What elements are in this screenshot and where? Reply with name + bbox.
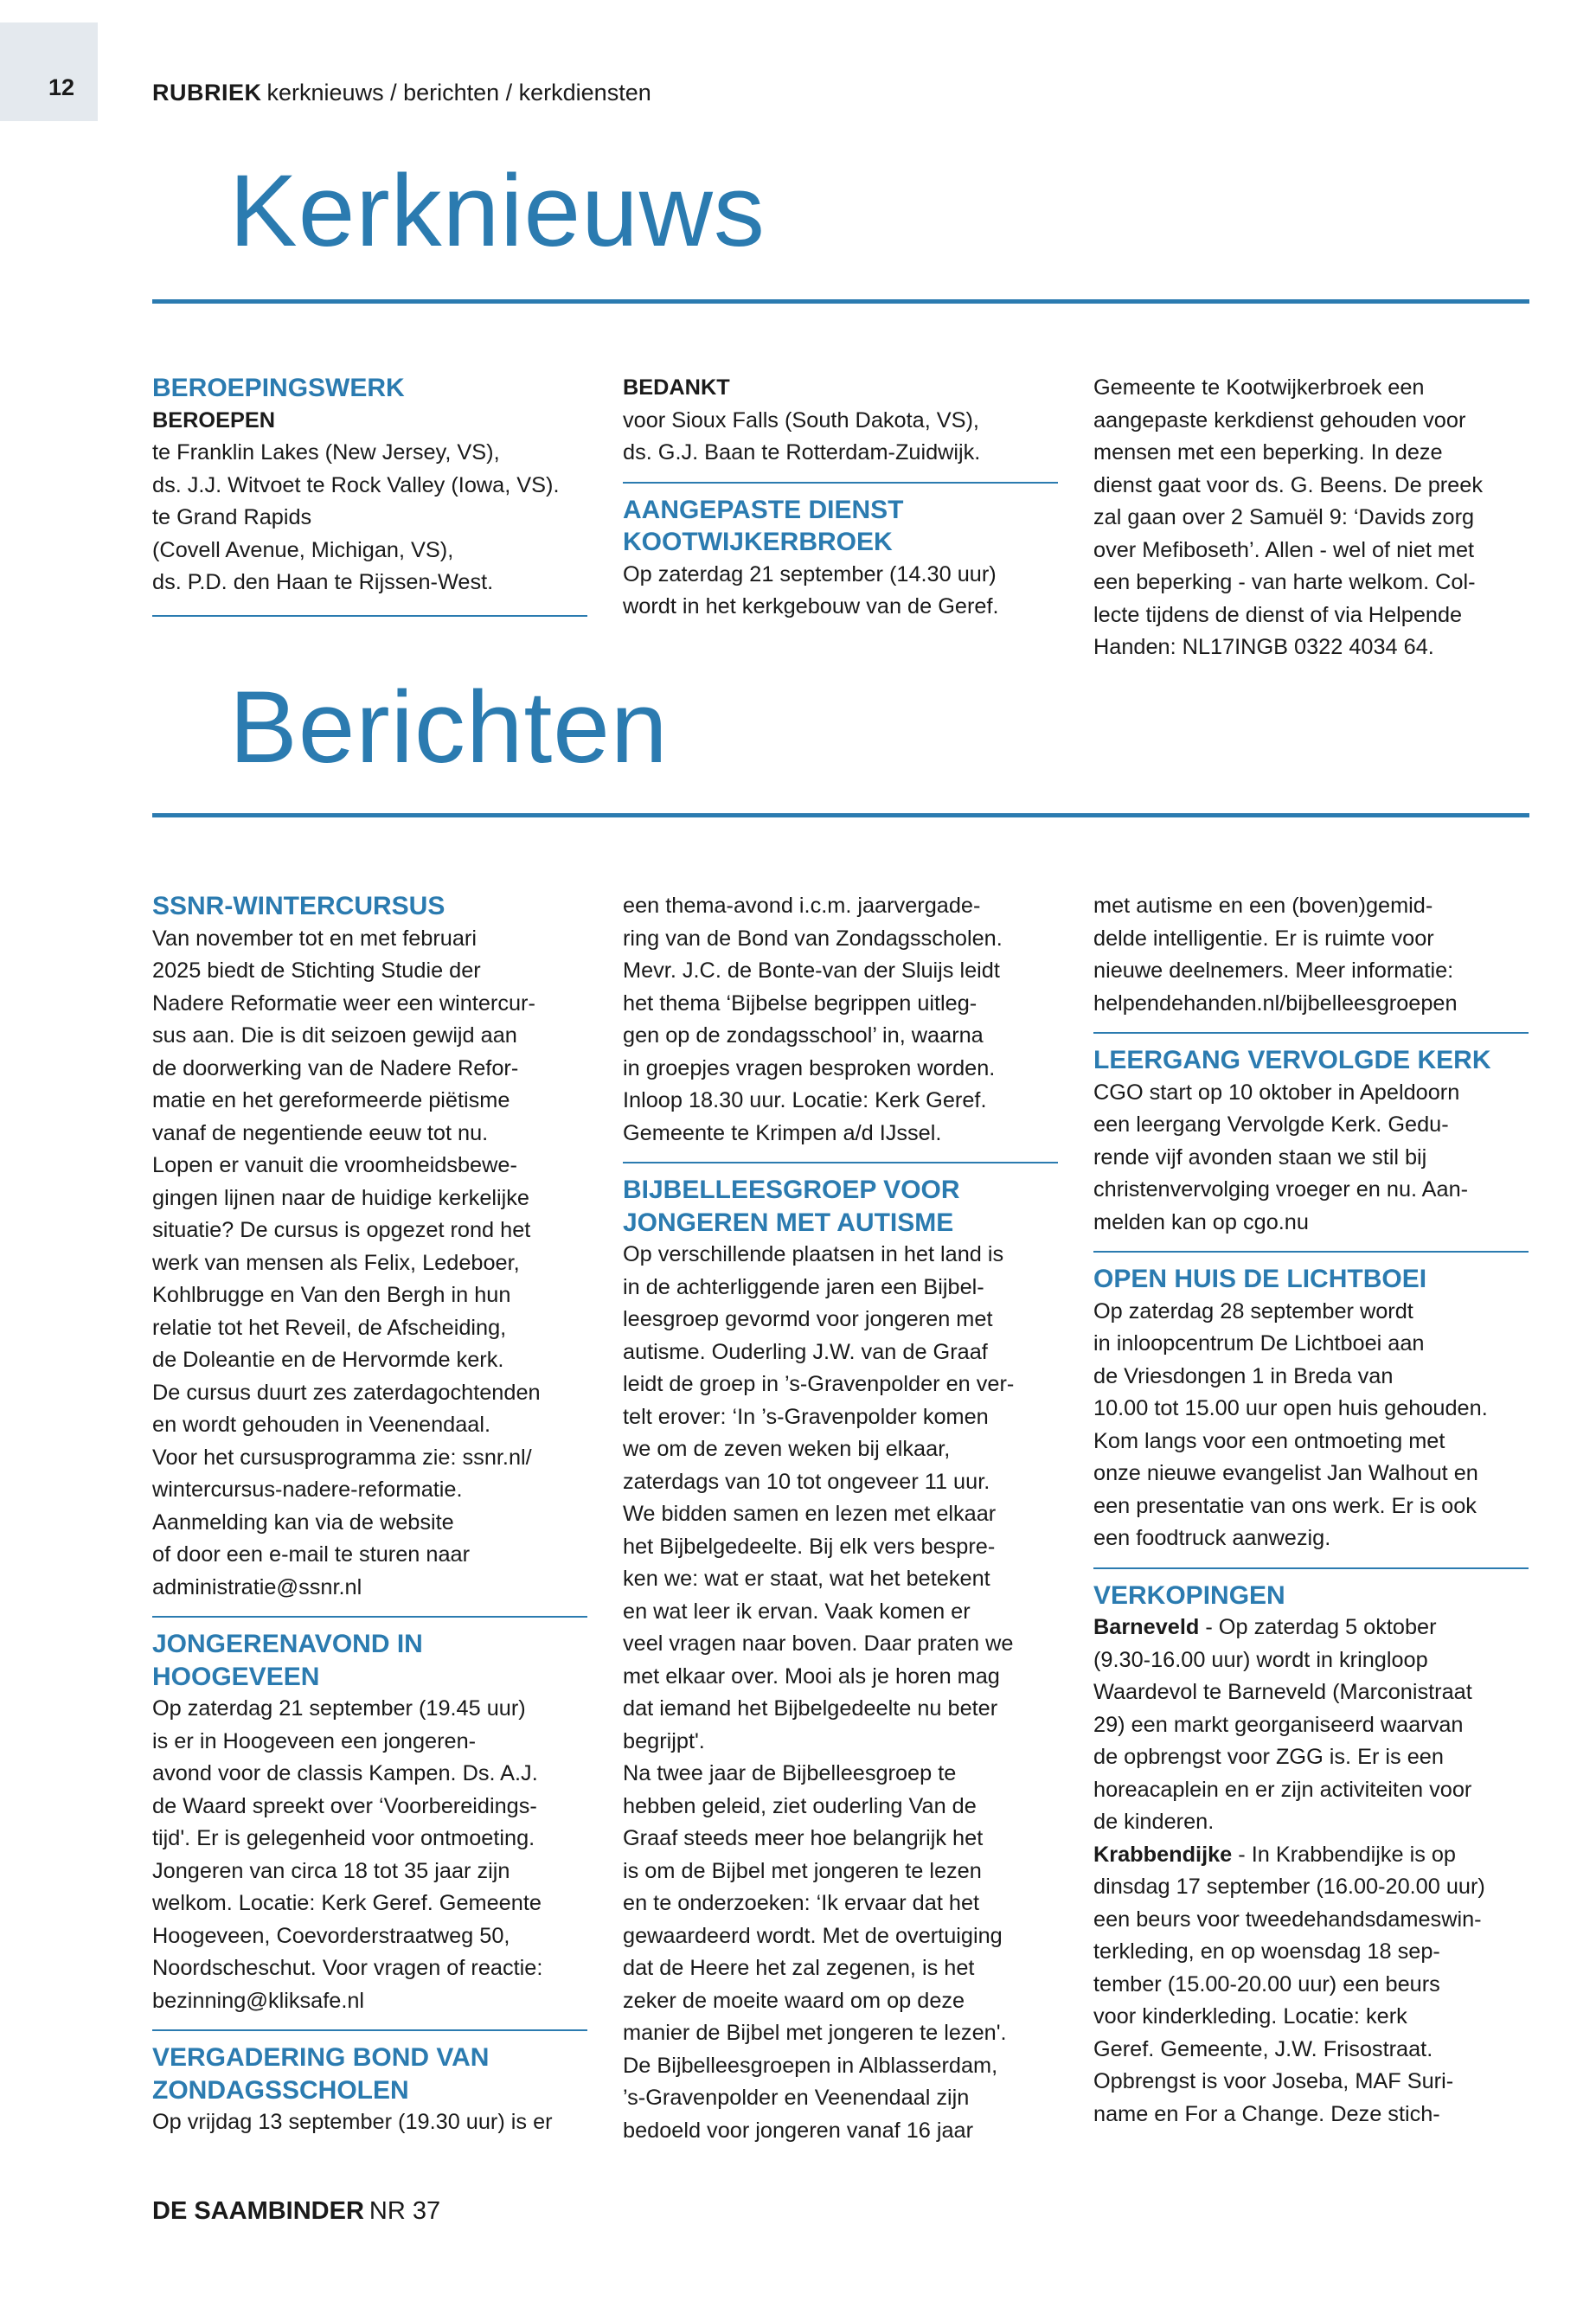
bedankt-label: BEDANKT [623, 375, 730, 400]
aangepaste-dienst-text-continued: Gemeente te Kootwijkerbroek een aangepaste kerkdienst gehouden voor mensen met een beperking. In deze dienst gaat voor ds. G. Beens. De preek zal gaan over 2 Samuël 9: ‘Davids zorg over Mefiboseth’. Allen - wel of niet met een beperking - van harte welkom. Col- lecte tijdens de dienst of via Helpende Handen: NL17INGB 0322 4034 64. [1093, 375, 1483, 659]
section-breadcrumb [152, 80, 651, 106]
leergang-heading: LEERGANG VERVOLGDE KERK [1093, 1046, 1491, 1074]
section-divider [1093, 1567, 1529, 1569]
verkopingen-heading: VERKOPINGEN [1093, 1580, 1285, 1610]
leergang-text: CGO start op 10 oktober in Apeldoorn een leergang Vervolgde Kerk. Gedu- rende vijf avonden staan we stil bij christenvervolging vroeger en nu. Aan- melden kan op cgo.nu [1093, 1080, 1469, 1234]
section-divider [152, 615, 587, 617]
section-path: kerknieuws / berichten / kerkdiensten [266, 80, 651, 106]
barneveld-paragraph [1093, 1612, 1529, 1839]
beroepen-text: te Franklin Lakes (New Jersey, VS), ds. J.J. Witvoet te Rock Valley (Iowa, VS). te Grand Rapids (Covell Avenue, Michigan, VS), ds. P.D. den Haan te Rijssen-West. [152, 440, 560, 594]
beroepingswerk-heading: BEROEPINGSWERK [152, 374, 405, 402]
bedankt-text: voor Sioux Falls (South Dakota, VS), ds. G.J. Baan te Rotterdam-Zuidwijk. [623, 407, 981, 465]
section-divider [152, 2029, 587, 2031]
page-number-tab [0, 22, 98, 121]
beroepen-label: BEROEPEN [152, 407, 275, 433]
kerknieuws-column-3 [1093, 372, 1529, 664]
aangepaste-dienst-heading: AANGEPASTE DIENST KOOTWIJKERBROEK [623, 495, 904, 556]
issue-number: NR 37 [369, 2197, 441, 2225]
open-huis-heading: OPEN HUIS DE LICHTBOEI [1093, 1265, 1427, 1293]
section-label: RUBRIEK [152, 80, 262, 106]
ssnr-heading: SSNR-WINTERCURSUS [152, 892, 445, 920]
section-divider [1093, 1251, 1529, 1253]
section-divider [623, 482, 1058, 484]
berichten-title: Berichten [229, 670, 669, 785]
jongerenavond-heading: JONGERENAVOND IN HOOGEVEEN [152, 1630, 423, 1691]
kerknieuws-title: Kerknieuws [229, 154, 766, 268]
bijbelleesgroep-text: Op verschillende plaatsen in het land is in de achterliggende jaren een Bijbel- leesgroep gevormd voor jongeren met autisme. Ouderling J.W. van de Graaf leidt de groep in ’s-Gravenpolder en ver- telt erover: ‘In ’s-Gravenpolder komen we om de zeven weken bij elkaar, zaterdags van 10 tot ongeveer 11 uur. We bidden samen en lezen met elkaar het Bijbelgedeelte. Bij elk vers bespre- ken we: wat er staat, wat het betekent en wat leer ik ervan. Vaak komen er veel vragen naar boven. Daar praten we met elkaar over. Mooi als je horen mag dat iemand het Bijbelgedeelte nu beter begrijpt'. Na twee jaar de Bijbelleesgroep te hebben geleid, ziet ouderling Van de Graaf steeds meer hoe belangrijk het is om de Bijbel met jongeren te lezen en te onderzoeken: ‘Ik ervaar dat het gewaardeerd wordt. Met de overtuiging dat de Heere het zal zegenen, is het zeker de moeite waard om op deze manier de Bijbel met jongeren te lezen'. De Bijbelleesgroepen in Alblasserdam, ’s-Gravenpolder en Veenendaal zijn bedoeld voor jongeren vanaf 16 jaar [623, 1242, 1015, 2143]
bijbelleesgroep-text-continued: met autisme en een (boven)gemid- delde intelligentie. Er is ruimte voor nieuwe deelnemers. Meer informatie: helpendehanden.nl/bijbelleesgroepen [1093, 894, 1458, 1016]
krabbendijke-label: Krabbendijke [1093, 1842, 1233, 1867]
barneveld-label: Barneveld [1093, 1615, 1200, 1639]
berichten-rule [152, 813, 1529, 817]
bond-zondagsscholen-heading: VERGADERING BOND VAN ZONDAGSSCHOLEN [152, 2043, 490, 2105]
bijbelleesgroep-heading: BIJBELLEESGROEP VOOR JONGEREN MET AUTISME [623, 1176, 960, 1237]
section-divider [623, 1162, 1058, 1163]
berichten-column-3 [1093, 890, 1529, 2131]
krabbendijke-paragraph [1093, 1839, 1529, 2131]
kerknieuws-rule [152, 299, 1529, 304]
kerknieuws-column-2 [623, 372, 1058, 624]
footer [152, 2197, 440, 2226]
section-divider [1093, 1032, 1529, 1034]
aangepaste-dienst-text: Op zaterdag 21 september (14.30 uur) wordt in het kerkgebouw van de Geref. [623, 561, 999, 619]
jongerenavond-text: Op zaterdag 21 september (19.45 uur) is er in Hoogeveen een jongeren- avond voor de classis Kampen. Ds. A.J. de Waard spreekt over ‘Voorbereidings- tijd'. Er is gelegenheid voor ontmoeting. Jongeren van circa 18 tot 35 jaar zijn welkom. Locatie: Kerk Geref. Gemeente Hoogeveen, Coevorderstraatweg 50, Noordscheschut. Voor vragen of reactie: bezinning@kliksafe.nl [152, 1696, 543, 2013]
berichten-column-1 [152, 890, 587, 2139]
magazine-name: DE SAAMBINDER [152, 2197, 364, 2225]
berichten-column-2 [623, 890, 1058, 2147]
barneveld-text: - Op zaterdag 5 oktober (9.30-16.00 uur) wordt in kringloop Waardevol te Barneveld (Marconistraat 29) een markt georganiseerd waarvan de opbrengst voor ZGG is. Er is een horeacaplein en er zijn activiteiten voor de kinderen. [1093, 1615, 1472, 1834]
ssnr-text: Van november tot en met februari 2025 biedt de Stichting Studie der Nadere Reformatie weer een wintercur- sus aan. Die is dit seizoen gewijd aan de doorwerking van de Nadere Refor- matie en het gereformeerde piëtisme vanaf de negentiende eeuw tot nu. Lopen er vanuit die vroomheidsbewe- gingen lijnen naar de huidige kerkelijke situatie? De cursus is opgezet rond het werk van mensen als Felix, Ledeboer, Kohlbrugge en Van den Bergh in hun relatie tot het Reveil, de Afscheiding, de Doleantie en de Hervormde kerk. De cursus duurt zes zaterdagochtenden en wordt gehouden in Veenendaal. Voor het cursusprogramma zie: ssnr.nl/ wintercursus-nadere-reformatie. Aanmelding kan via de website of door een e-mail te sturen naar administratie@ssnr.nl [152, 926, 541, 1599]
krabbendijke-text: - In Krabbendijke is op dinsdag 17 september (16.00-20.00 uur) een beurs voor tweedehandsdameswin- terkleding, en op woensdag 18 sep- tember (15.00-20.00 uur) een beurs voor kinderkleding. Locatie: kerk Geref. Gemeente, J.W. Frisostraat. Opbrengst is voor Joseba, MAF Suri- name en For a Change. Deze stich- [1093, 1842, 1485, 2126]
open-huis-text: Op zaterdag 28 september wordt in inloopcentrum De Lichtboei aan de Vriesdongen 1 in Breda van 10.00 tot 15.00 uur open huis gehouden. Kom langs voor een ontmoeting met onze nieuwe evangelist Jan Walhout en een presentatie van ons werk. Er is ook een foodtruck aanwezig. [1093, 1298, 1488, 1550]
page-number: 12 [48, 74, 75, 100]
bond-zondagsscholen-text: Op vrijdag 13 september (19.30 uur) is er [152, 2110, 553, 2134]
section-divider [152, 1616, 587, 1618]
bond-zondagsscholen-text-continued: een thema-avond i.c.m. jaarvergade- ring van de Bond van Zondagsscholen. Mevr. J.C. de Bonte-van der Sluijs leidt het thema ‘Bijbelse begrippen uitleg- gen op de zondagsschool’ in, waarna in groepjes vragen besproken worden. Inloop 18.30 uur. Locatie: Kerk Geref. Gemeente te Krimpen a/d IJssel. [623, 894, 1003, 1145]
kerknieuws-column-1 [152, 372, 587, 617]
